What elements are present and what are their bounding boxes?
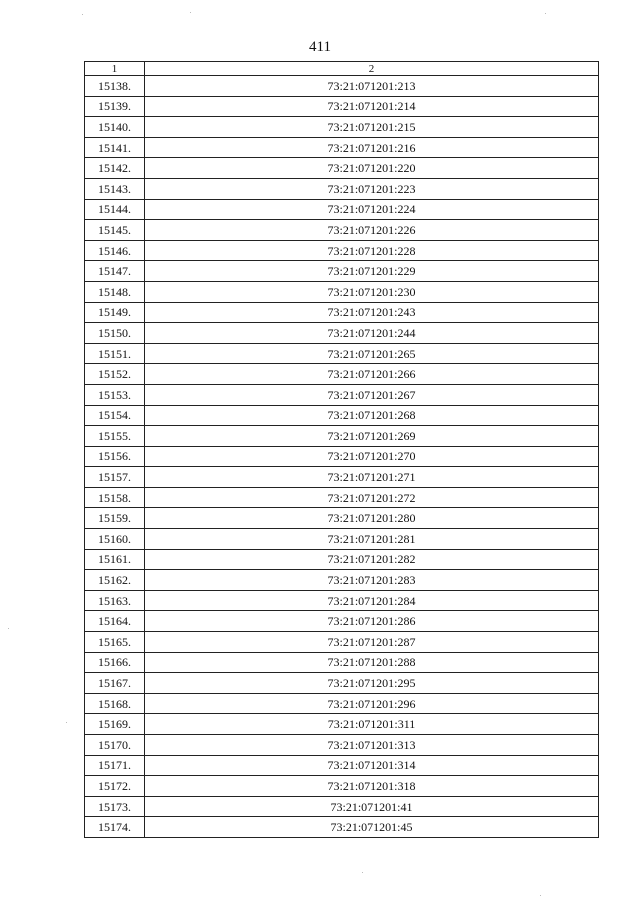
row-number-cell: 15150. xyxy=(85,323,145,344)
row-number-cell: 15144. xyxy=(85,199,145,220)
table-row xyxy=(85,426,599,447)
cadastral-number-cell: 73:21:071201:45 xyxy=(145,817,599,838)
row-number-cell: 15162. xyxy=(85,570,145,591)
table-row xyxy=(85,323,599,344)
scan-speck xyxy=(8,628,9,629)
table-row xyxy=(85,735,599,756)
table-row xyxy=(85,529,599,550)
table-header xyxy=(85,62,599,76)
row-number-cell: 15169. xyxy=(85,714,145,735)
row-number-cell: 15164. xyxy=(85,611,145,632)
row-number-cell: 15151. xyxy=(85,343,145,364)
table-row xyxy=(85,364,599,385)
page-number: 411 xyxy=(309,39,331,55)
table-body xyxy=(85,76,599,838)
cadastral-number-cell: 73:21:071201:287 xyxy=(145,632,599,653)
table-row xyxy=(85,281,599,302)
row-number-cell: 15152. xyxy=(85,364,145,385)
table-row xyxy=(85,384,599,405)
cadastral-number-cell: 73:21:071201:213 xyxy=(145,76,599,97)
cadastral-number-cell: 73:21:071201:288 xyxy=(145,652,599,673)
table-row xyxy=(85,714,599,735)
table-row xyxy=(85,220,599,241)
row-number-cell: 15172. xyxy=(85,776,145,797)
row-number-cell: 15140. xyxy=(85,117,145,138)
cadastral-number-cell: 73:21:071201:270 xyxy=(145,446,599,467)
row-number-cell: 15149. xyxy=(85,302,145,323)
table-row xyxy=(85,158,599,179)
row-number-cell: 15160. xyxy=(85,529,145,550)
cadastral-number-cell: 73:21:071201:268 xyxy=(145,405,599,426)
row-number-cell: 15153. xyxy=(85,384,145,405)
scan-speck xyxy=(66,722,67,723)
scan-speck xyxy=(190,12,191,13)
cadastral-number-cell: 73:21:071201:215 xyxy=(145,117,599,138)
cadastral-number-cell: 73:21:071201:283 xyxy=(145,570,599,591)
row-number-cell: 15165. xyxy=(85,632,145,653)
row-number-cell: 15158. xyxy=(85,487,145,508)
scan-speck xyxy=(362,872,363,873)
cadastral-number-cell: 73:21:071201:228 xyxy=(145,240,599,261)
cadastral-number-cell: 73:21:071201:41 xyxy=(145,796,599,817)
table-row xyxy=(85,302,599,323)
row-number-cell: 15147. xyxy=(85,261,145,282)
table-row xyxy=(85,549,599,570)
cadastral-number-cell: 73:21:071201:318 xyxy=(145,776,599,797)
row-number-cell: 15168. xyxy=(85,693,145,714)
column-header-cadastral: 2 xyxy=(145,62,599,76)
row-number-cell: 15139. xyxy=(85,96,145,117)
cadastral-number-cell: 73:21:071201:243 xyxy=(145,302,599,323)
table-row xyxy=(85,467,599,488)
row-number-cell: 15141. xyxy=(85,137,145,158)
row-number-cell: 15146. xyxy=(85,240,145,261)
cadastral-number-cell: 73:21:071201:229 xyxy=(145,261,599,282)
scan-speck xyxy=(540,895,541,896)
row-number-cell: 15174. xyxy=(85,817,145,838)
cadastral-number-cell: 73:21:071201:226 xyxy=(145,220,599,241)
table-row xyxy=(85,632,599,653)
table-row xyxy=(85,776,599,797)
row-number-cell: 15154. xyxy=(85,405,145,426)
row-number-cell: 15159. xyxy=(85,508,145,529)
table-row xyxy=(85,261,599,282)
table-row xyxy=(85,96,599,117)
row-number-cell: 15145. xyxy=(85,220,145,241)
cadastral-number-cell: 73:21:071201:244 xyxy=(145,323,599,344)
table-row xyxy=(85,446,599,467)
table-row xyxy=(85,240,599,261)
cadastral-number-cell: 73:21:071201:269 xyxy=(145,426,599,447)
cadastral-number-cell: 73:21:071201:214 xyxy=(145,96,599,117)
row-number-cell: 15138. xyxy=(85,76,145,97)
table-row xyxy=(85,590,599,611)
table-header-row xyxy=(85,62,599,76)
cadastral-number-cell: 73:21:071201:311 xyxy=(145,714,599,735)
table-row xyxy=(85,487,599,508)
table-row xyxy=(85,652,599,673)
row-number-cell: 15148. xyxy=(85,281,145,302)
row-number-cell: 15155. xyxy=(85,426,145,447)
table-row xyxy=(85,755,599,776)
table-row xyxy=(85,796,599,817)
cadastral-number-cell: 73:21:071201:282 xyxy=(145,549,599,570)
scan-speck xyxy=(545,13,546,14)
table-row xyxy=(85,673,599,694)
cadastral-number-cell: 73:21:071201:265 xyxy=(145,343,599,364)
row-number-cell: 15161. xyxy=(85,549,145,570)
table-row xyxy=(85,137,599,158)
row-number-cell: 15170. xyxy=(85,735,145,756)
table-row xyxy=(85,570,599,591)
cadastral-number-cell: 73:21:071201:267 xyxy=(145,384,599,405)
row-number-cell: 15142. xyxy=(85,158,145,179)
cadastral-number-cell: 73:21:071201:271 xyxy=(145,467,599,488)
table-row xyxy=(85,178,599,199)
row-number-cell: 15167. xyxy=(85,673,145,694)
cadastral-number-cell: 73:21:071201:223 xyxy=(145,178,599,199)
table-row xyxy=(85,508,599,529)
table-row xyxy=(85,405,599,426)
row-number-cell: 15157. xyxy=(85,467,145,488)
row-number-cell: 15143. xyxy=(85,178,145,199)
row-number-cell: 15166. xyxy=(85,652,145,673)
cadastral-number-cell: 73:21:071201:314 xyxy=(145,755,599,776)
table-row xyxy=(85,693,599,714)
table-row xyxy=(85,343,599,364)
cadastral-number-cell: 73:21:071201:280 xyxy=(145,508,599,529)
cadastral-number-cell: 73:21:071201:313 xyxy=(145,735,599,756)
table-row xyxy=(85,199,599,220)
cadastral-number-cell: 73:21:071201:281 xyxy=(145,529,599,550)
cadastral-number-cell: 73:21:071201:230 xyxy=(145,281,599,302)
cadastral-number-cell: 73:21:071201:296 xyxy=(145,693,599,714)
row-number-cell: 15173. xyxy=(85,796,145,817)
row-number-cell: 15171. xyxy=(85,755,145,776)
cadastral-number-cell: 73:21:071201:284 xyxy=(145,590,599,611)
row-number-cell: 15156. xyxy=(85,446,145,467)
cadastral-number-cell: 73:21:071201:295 xyxy=(145,673,599,694)
cadastral-number-table xyxy=(84,61,599,838)
cadastral-number-cell: 73:21:071201:286 xyxy=(145,611,599,632)
cadastral-number-cell: 73:21:071201:266 xyxy=(145,364,599,385)
table-row xyxy=(85,117,599,138)
cadastral-number-cell: 73:21:071201:216 xyxy=(145,137,599,158)
row-number-cell: 15163. xyxy=(85,590,145,611)
cadastral-number-cell: 73:21:071201:220 xyxy=(145,158,599,179)
table-row xyxy=(85,76,599,97)
scan-speck xyxy=(82,14,83,15)
column-header-number: 1 xyxy=(85,62,145,76)
cadastral-number-cell: 73:21:071201:272 xyxy=(145,487,599,508)
cadastral-number-cell: 73:21:071201:224 xyxy=(145,199,599,220)
table-row xyxy=(85,817,599,838)
table-row xyxy=(85,611,599,632)
